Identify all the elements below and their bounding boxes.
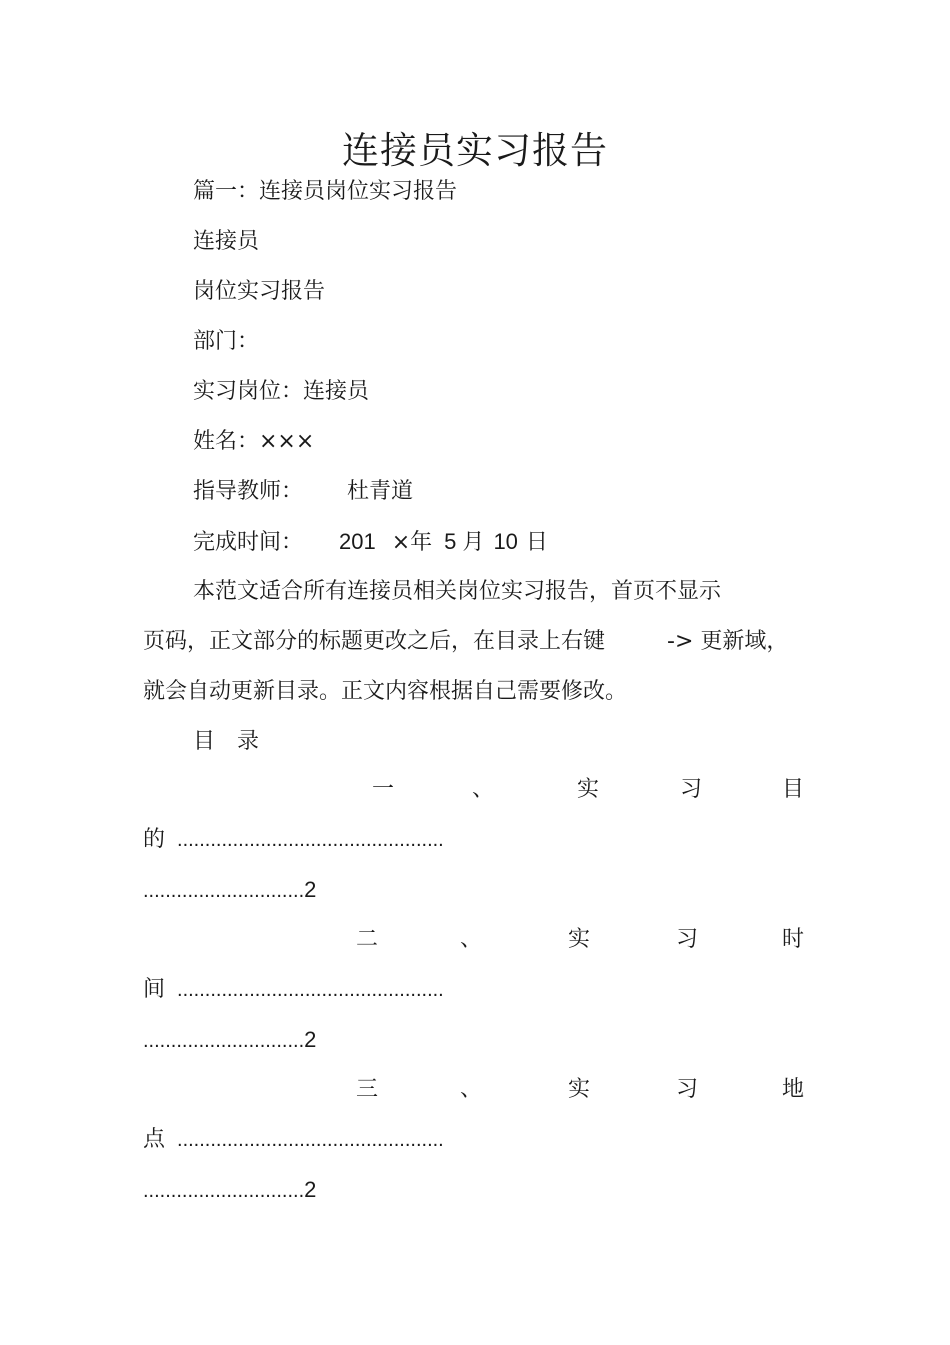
toc-item-3-char-1: 三: [356, 1077, 379, 1102]
toc-item-1-char-1: 一: [372, 777, 395, 802]
toc-item-3-tail: 点: [143, 1127, 166, 1152]
completion-date-line: [193, 527, 548, 558]
note-line-2-update-field: -> 更新域，: [667, 629, 789, 654]
toc-item-1-char-5: 目: [782, 777, 805, 802]
toc-item-3-char-3: 实: [568, 1077, 591, 1102]
subtitle-line: 篇一：连接员岗位实习报告: [193, 179, 458, 204]
date-year-suffix: ×年: [391, 530, 433, 555]
note-line-2-text: 页码，正文部分的标题更改之后，在目录上右键: [143, 629, 606, 654]
note-paragraph-line-3: 就会自动更新目录。正文内容根据自己需要修改。: [143, 679, 628, 704]
toc-item-1-tail: 的: [143, 827, 166, 852]
toc-item-1-leader[interactable]: [143, 825, 444, 855]
toc-item-3-char-2: 、: [460, 1077, 483, 1102]
toc-item-2-dots: ................................................: [177, 979, 444, 1001]
advisor-line: [193, 477, 413, 507]
toc-item-3-dots: ................................................: [177, 1129, 444, 1151]
completion-date-label: 完成时间：: [193, 530, 304, 555]
internship-position-line: 实习岗位：连接员: [193, 379, 370, 404]
toc-item-1-char-3: 实: [577, 777, 600, 802]
toc-item-1-page: 2: [304, 877, 317, 902]
department-line: 部门：: [193, 329, 260, 354]
toc-item-3-heading[interactable]: [0, 1075, 810, 1105]
toc-item-2-char-3: 实: [568, 927, 591, 952]
toc-item-1-dots: ................................................: [177, 829, 444, 851]
date-day: 日: [525, 530, 548, 555]
position-line: 连接员: [193, 229, 260, 254]
toc-item-2-leader[interactable]: [143, 975, 444, 1005]
toc-item-3-page-line[interactable]: [143, 1175, 316, 1206]
toc-item-3-char-4: 习: [676, 1077, 699, 1102]
toc-item-2-char-2: 、: [460, 927, 483, 952]
report-type-line: 岗位实习报告: [193, 279, 326, 304]
toc-item-1-dots-2: .............................: [143, 880, 305, 902]
note-paragraph-line-1: 本范文适合所有连接员相关岗位实习报告，首页不显示: [193, 579, 722, 604]
toc-item-1-char-2: 、: [472, 777, 495, 802]
toc-item-2-char-4: 习: [676, 927, 699, 952]
date-month: 月: [462, 530, 485, 555]
toc-item-3-char-5: 地: [782, 1077, 805, 1102]
toc-item-2-char-5: 时: [782, 927, 805, 952]
toc-item-1-char-4: 习: [680, 777, 703, 802]
toc-item-2-tail: 间: [143, 977, 166, 1002]
toc-heading: 目 录: [193, 729, 260, 754]
date-month-number: 5: [444, 529, 457, 554]
document-title: 连接员实习报告: [342, 129, 608, 172]
name-line: 姓名：×××: [193, 429, 315, 454]
toc-item-2-char-1: 二: [356, 927, 379, 952]
toc-item-3-leader[interactable]: [143, 1125, 444, 1155]
toc-item-1-heading[interactable]: [0, 775, 810, 805]
toc-item-2-page-line[interactable]: [143, 1025, 316, 1056]
toc-item-3-page: 2: [304, 1177, 317, 1202]
toc-item-2-dots-2: .............................: [143, 1030, 305, 1052]
date-year: 201: [339, 529, 376, 554]
advisor-value: 杜青道: [347, 479, 414, 504]
toc-item-2-heading[interactable]: [0, 925, 810, 955]
toc-item-1-page-line[interactable]: [143, 875, 316, 906]
toc-item-3-dots-2: .............................: [143, 1180, 305, 1202]
advisor-label: 指导教师：: [193, 479, 304, 504]
note-paragraph-line-2: [143, 627, 788, 657]
toc-item-2-page: 2: [304, 1027, 317, 1052]
date-day-number: 10: [493, 529, 518, 554]
